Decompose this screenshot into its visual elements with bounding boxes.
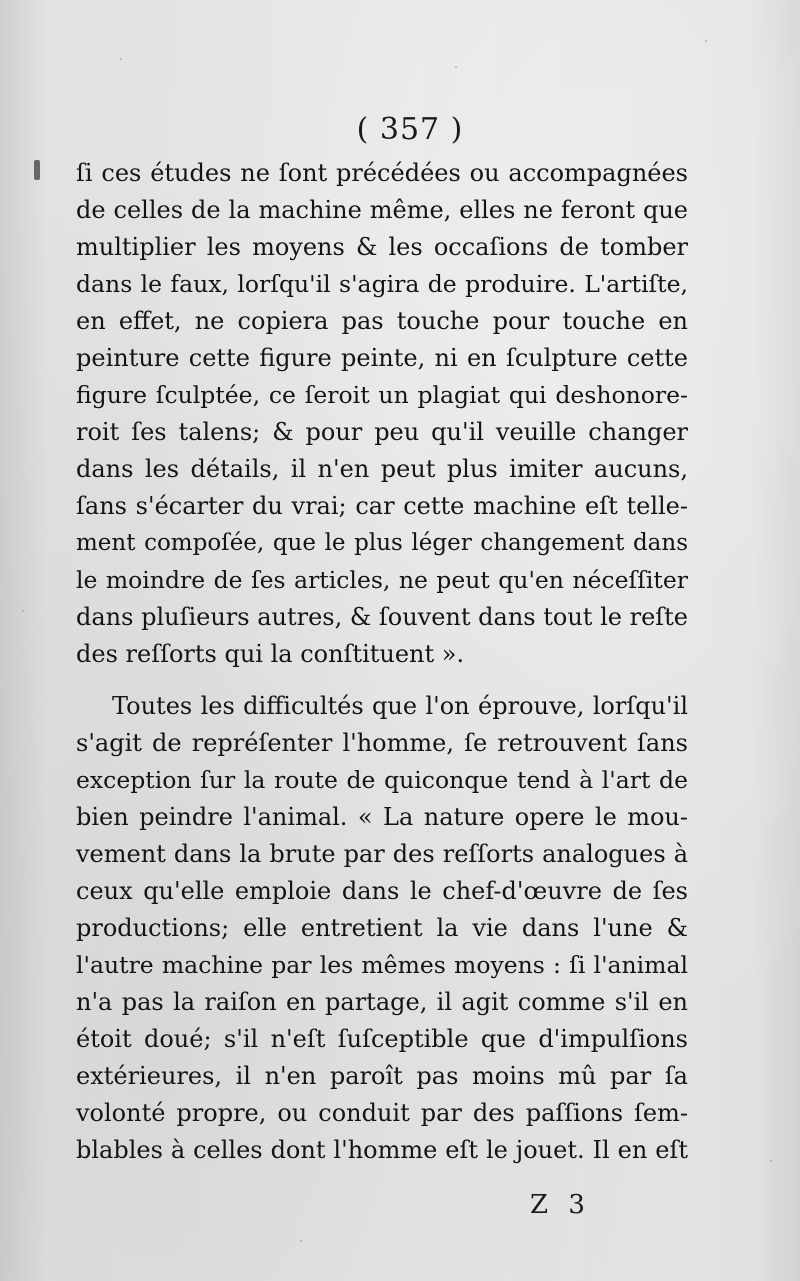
text-line: dans pluſieurs autres, & ſouvent dans tout le reſte xyxy=(76,603,688,631)
text-line: vement dans la brute par des reſſorts analogues à xyxy=(76,840,688,868)
text-line: exception ſur la route de quiconque tend à l'art de xyxy=(76,766,688,794)
text-line: dans le faux, lorſqu'il s'agira de produire. L'artiſte, xyxy=(76,270,688,298)
text-line: dans les détails, il n'en peut plus imiter aucuns, xyxy=(76,455,688,483)
text-line: de celles de la machine même, elles ne feront que xyxy=(76,196,688,224)
text-line: en effet, ne copiera pas touche pour touche en xyxy=(76,307,688,335)
page-number: ( 357 ) xyxy=(356,112,464,147)
text-line: Toutes les difficultés que l'on éprouve, lorſqu'il xyxy=(112,692,688,720)
text-line: le moindre de ſes articles, ne peut qu'en néceſſiter xyxy=(76,566,688,594)
text-line: blables à celles dont l'homme eſt le jouet. Il en eſt xyxy=(76,1136,688,1164)
text-line: ment compoſée, que le plus léger changement dans xyxy=(76,530,688,556)
margin-mark xyxy=(34,160,40,180)
text-line: ſans s'écarter du vrai; car cette machine eſt telle- xyxy=(76,492,688,520)
text-line: bien peindre l'animal. « La nature opere le mou- xyxy=(76,803,688,831)
paper-speck xyxy=(705,40,707,42)
text-line: s'agit de repréſenter l'homme, ſe retrouvent ſans xyxy=(76,729,688,757)
text-line: productions; elle entretient la vie dans l'une & xyxy=(76,914,688,942)
text-line: n'a pas la raiſon en partage, il agit comme s'il en xyxy=(76,988,688,1016)
paper-speck xyxy=(455,66,457,68)
text-line: des reſſorts qui la conſtituent ». xyxy=(76,640,465,668)
text-line: multiplier les moyens & les occaſions de tomber xyxy=(76,233,688,261)
text-line: ſi ces études ne ſont précédées ou accompagnées xyxy=(76,159,688,187)
paper-speck xyxy=(300,1240,302,1242)
paper-speck xyxy=(120,58,122,60)
text-line: roit ſes talens; & pour peu qu'il veuille changer xyxy=(76,418,688,446)
text-line: peinture cette figure peinte, ni en ſculpture cette xyxy=(76,344,688,372)
text-line: extérieures, il n'en paroît pas moins mû par ſa xyxy=(76,1062,688,1090)
paper-speck xyxy=(22,610,24,612)
text-line: figure ſculptée, ce ſeroit un plagiat qui deshonore- xyxy=(76,381,688,409)
text-line: l'autre machine par les mêmes moyens : ſi l'animal xyxy=(76,951,688,979)
text-line: ceux qu'elle emploie dans le chef-d'œuvre de ſes xyxy=(76,877,688,905)
text-line: étoit doué; s'il n'eſt ſuſceptible que d'impulſions xyxy=(76,1025,688,1053)
signature-mark: Z 3 xyxy=(530,1190,591,1220)
text-line: volonté propre, ou conduit par des paſſions ſem- xyxy=(76,1099,688,1127)
paper-speck xyxy=(770,1160,772,1162)
